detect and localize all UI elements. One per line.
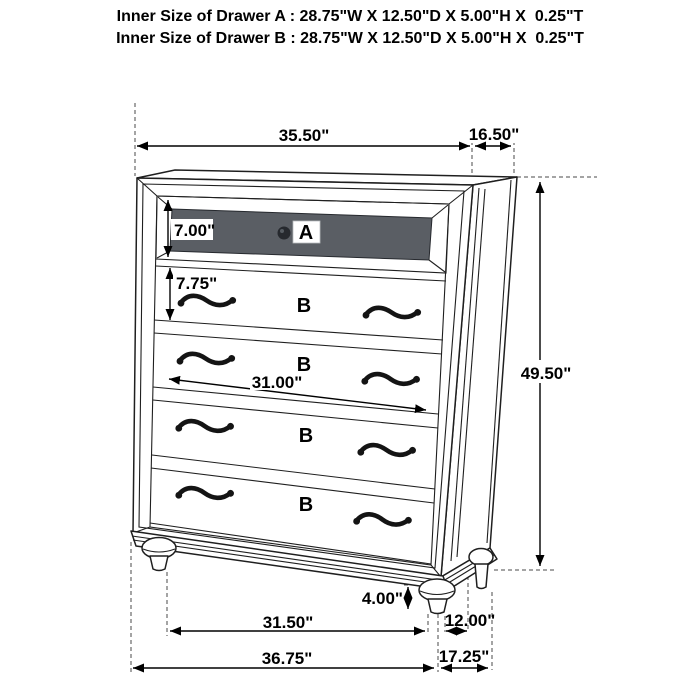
- dim-overall-height: 49.50": [520, 364, 572, 383]
- dim-base-depth: 17.25": [438, 647, 490, 666]
- drawer-b-marker-1: B: [296, 295, 312, 317]
- front-left-leg: [142, 538, 176, 571]
- dim-top-width: 35.50": [278, 126, 330, 145]
- dim-drawer-a-height: 7.00": [174, 221, 216, 240]
- drawer-b-inner-size-text: Inner Size of Drawer B : 28.75"W X 12.50"D X 5.00"H X 0.25"T: [116, 30, 584, 47]
- drawer-b-marker-3: B: [298, 425, 314, 447]
- dim-side-leg-span: 12.00": [444, 611, 496, 630]
- dim-leg-height: 4.00": [361, 589, 403, 608]
- drawer-a-inner-size-text: Inner Size of Drawer A : 28.75"W X 12.50"D X 5.00"H X 0.25"T: [116, 8, 584, 25]
- dim-front-leg-span: 31.50": [262, 613, 314, 632]
- front-right-leg: [419, 579, 455, 614]
- dim-drawer-b-height: 7.75": [176, 274, 218, 293]
- dim-drawer-front-width: 31.00": [251, 373, 303, 392]
- drawer-b-marker-4: B: [298, 494, 314, 516]
- dim-top-depth: 16.50": [468, 125, 520, 144]
- drawer-a-knob: [278, 227, 291, 240]
- drawer-a-marker: A: [298, 222, 314, 244]
- dim-base-width: 36.75": [261, 649, 313, 668]
- drawer-b-marker-2: B: [296, 354, 312, 376]
